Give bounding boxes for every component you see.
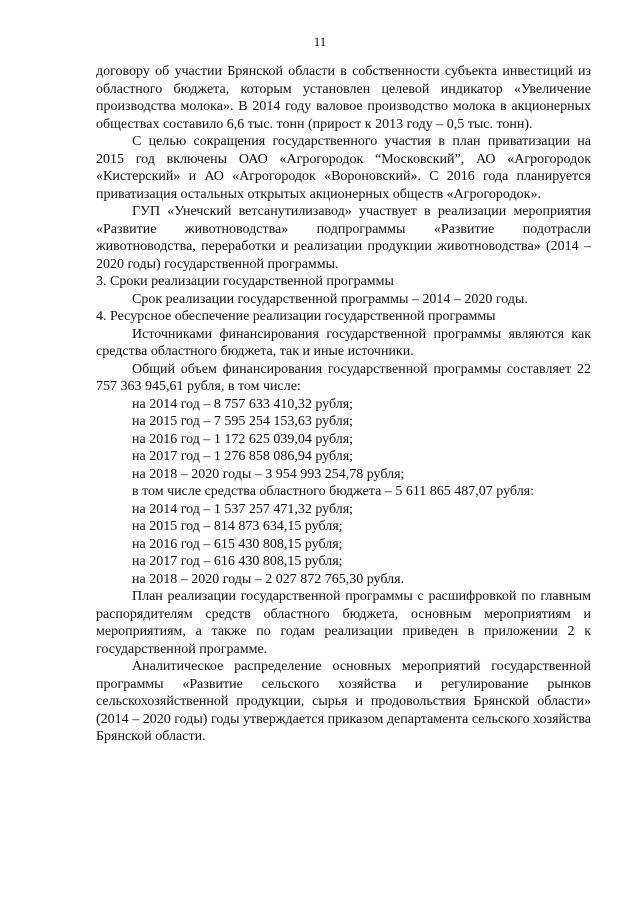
list-item: на 2016 год – 1 172 625 039,04 рубля; <box>132 431 354 447</box>
total-funding-by-year-list <box>96 396 591 589</box>
list-item: на 2017 год – 616 430 808,15 рубля; <box>132 554 343 569</box>
list-item: на 2018 – 2020 годы – 2 027 872 765,30 рубля. <box>132 571 405 587</box>
intro-paragraph-1: договору об участии Брянской области в собственности субъекта инвестиций из областного бюджета, которым установлен целевой индикатор «Увеличение производства молока». В 2014 году валовое производство молока в акционерных обществах составило 6,6 тыс. тонн (прирост к 2013 году – 0,5 тыс. тонн). <box>96 64 591 132</box>
list-item: на 2018 – 2020 годы – 3 954 993 254,78 рубля; <box>132 466 405 482</box>
list-item: на 2017 год – 1 276 858 086,94 рубля; <box>132 449 354 464</box>
page-number: 11 <box>313 34 327 49</box>
intro-paragraph-3: ГУП «Унечский ветсанутилизавод» участвует в реализации мероприятия «Развитие животноводства» подпрограммы «Развитие подотрасли животноводства, переработки и реализации продукции животноводства» (2014 – 2020 годы) государственной программы. <box>96 204 591 272</box>
list-item: на 2014 год – 1 537 257 471,32 рубля; <box>132 501 354 517</box>
intro-paragraph-2: С целью сокращения государственного участия в план приватизации на 2015 год включены ОАО «Агрогородок “Московский”, АО «Агрогородок «Кистерский» и АО «Агрогородок «Вороновский». С 2016 года планируется приватизация остальных открытых акционерных обществ «Агрогородок». <box>96 134 591 202</box>
list-item: на 2016 год – 615 430 808,15 рубля; <box>132 536 343 552</box>
section-3-heading: 3. Сроки реализации государственной программы <box>96 274 394 289</box>
list-item: на 2015 год – 814 873 634,15 рубля; <box>132 519 343 534</box>
section-4-heading: 4. Ресурсное обеспечение реализации государственной программы <box>96 309 496 324</box>
regional-budget-heading: в том числе средства областного бюджета – 5 611 865 487,07 рубля: <box>132 484 535 499</box>
page-content <box>96 63 591 746</box>
implementation-plan-paragraph: План реализации государственной программы с расшифровкой по главным распорядителям средств областного бюджета, основным мероприятиям и мероприятиям, а также по годам реализации приведен в приложении 2 к государственной программе. <box>96 589 591 657</box>
total-funding-paragraph: Общий объем финансирования государственной программы составляет 22 757 363 945,61 рубля, в том числе: <box>96 361 591 394</box>
list-item: на 2015 год – 7 595 254 153,63 рубля; <box>132 414 354 429</box>
funding-sources-paragraph: Источниками финансирования государственной программы являются как средства областного бюджета, так и иные источники. <box>96 326 591 359</box>
section-3-text: Срок реализации государственной программы – 2014 – 2020 годы. <box>132 291 528 307</box>
list-item: на 2014 год – 8 757 633 410,32 рубля; <box>132 396 354 412</box>
analytical-distribution-paragraph: Аналитическое распределение основных мероприятий государственной программы «Развитие сельского хозяйства и регулирование рынков сельскохозяйственной продукции, сырья и продовольствия Брянской области» (2014 – 2020 годы) годы утверждается приказом департамента сельского хозяйства Брянской области. <box>96 659 591 744</box>
